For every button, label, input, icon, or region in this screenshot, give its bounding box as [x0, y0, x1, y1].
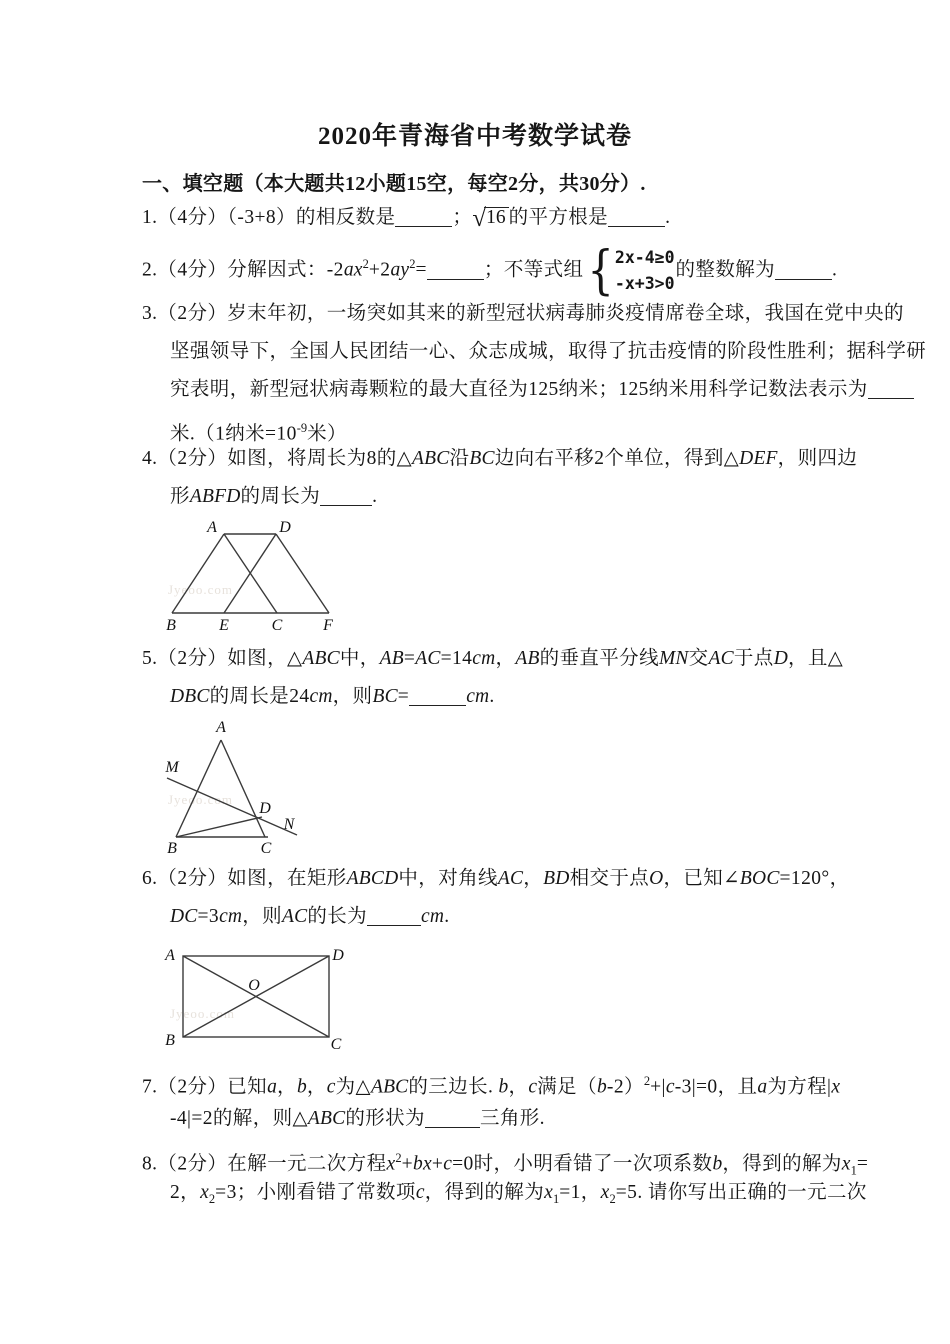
superscript: 2	[362, 257, 369, 271]
text-run: =1，	[559, 1182, 601, 1203]
vertex-label-M: M	[165, 759, 179, 776]
text-run: 1.（4分）（-3+8）的相反数是	[142, 207, 396, 228]
text-run: 的周长是24	[209, 686, 310, 707]
question-7-line-1	[142, 1066, 840, 1103]
brace: {	[587, 241, 615, 302]
vertex-label-E: E	[219, 617, 229, 634]
watermark: Jyeoo.com	[170, 1006, 235, 1021]
segment-DF	[276, 534, 329, 613]
math-variable: O	[649, 868, 664, 889]
text-run: +	[401, 1153, 413, 1175]
text-run: .	[372, 486, 378, 507]
vertex-label-B: B	[166, 617, 176, 634]
text-run: 三角形.	[479, 1108, 545, 1129]
superscript: 2	[395, 1151, 402, 1165]
math-variable: c	[326, 1076, 336, 1098]
text-run: 的平方根是	[508, 207, 609, 228]
question-5-line-1	[142, 644, 843, 674]
text-run: =120°，	[779, 868, 850, 889]
math-variable: BD	[543, 868, 570, 889]
math-variable: bx	[413, 1153, 432, 1175]
inequality-row: -x+3>0	[614, 274, 675, 294]
question-1-line-1	[142, 203, 670, 233]
subscript: 2	[208, 1191, 216, 1206]
text-run: .	[832, 259, 838, 281]
watermark: Jyeoo.com	[168, 792, 233, 807]
answer-blank	[409, 691, 466, 706]
text-run: 满足（	[537, 1076, 597, 1098]
answer-blank	[608, 212, 665, 227]
text-run: 形	[170, 486, 190, 507]
question-6-line-1	[142, 864, 849, 894]
text-run: 沿	[449, 448, 470, 469]
math-variable: AC	[282, 906, 308, 927]
question-4-line-1	[142, 444, 857, 474]
vertex-label-F: F	[323, 617, 333, 634]
math-variable: x	[600, 1182, 610, 1203]
math-variable: BC	[469, 448, 495, 469]
math-variable: a	[757, 1076, 768, 1098]
question-8-line-2	[170, 1178, 867, 1214]
math-variable: ABC	[370, 1076, 409, 1098]
text-run: -3|=0，且	[674, 1076, 758, 1098]
inequality-row: 2x-4≥0	[614, 248, 675, 268]
math-variable: cm	[309, 686, 333, 707]
text-run: =	[403, 648, 416, 669]
text-run: 的垂直平分线	[539, 648, 659, 669]
answer-blank	[320, 491, 372, 506]
text-run: -2）	[606, 1076, 644, 1098]
text-run: =0时，小明看错了一次项系数	[452, 1153, 713, 1175]
text-run: =	[415, 259, 427, 281]
subscript: 1	[552, 1191, 560, 1206]
math-variable: c	[665, 1076, 675, 1098]
text-run: .	[489, 686, 495, 707]
text-run: ，	[523, 868, 544, 889]
text-run: +	[431, 1153, 444, 1175]
text-run: ，则	[242, 906, 283, 927]
text-run: ，则四边	[777, 448, 858, 469]
text-run: 中，	[339, 648, 380, 669]
math-variable: ABC	[307, 1108, 346, 1129]
math-variable: ABC	[412, 448, 450, 469]
radicand: 16	[484, 207, 509, 228]
watermark: Jyeoo.com	[168, 582, 233, 597]
inequality-system	[584, 241, 675, 302]
segment-AB	[176, 740, 221, 837]
text-run: 的形状为	[345, 1108, 425, 1129]
math-variable: b	[712, 1153, 723, 1175]
text-run: 米）	[307, 423, 347, 445]
vertex-label-A: A	[207, 519, 217, 536]
vertex-label-N: N	[283, 816, 295, 833]
math-variable: ABC	[302, 648, 340, 669]
math-variable: cm	[219, 906, 243, 927]
answer-blank	[427, 265, 484, 280]
answer-blank	[868, 384, 914, 399]
text-run: 米.（1纳米=10	[170, 423, 297, 445]
math-variable: x	[386, 1153, 396, 1175]
math-variable: D	[773, 648, 788, 669]
figure-q6-rectangle	[158, 943, 358, 1059]
text-run: 交	[688, 648, 709, 669]
math-variable: AB	[515, 648, 540, 669]
text-run: .	[665, 207, 671, 228]
text-run: 2.（4分）分解因式：-2	[142, 259, 344, 281]
text-run: 于点	[733, 648, 774, 669]
answer-blank	[395, 212, 452, 227]
vertex-label-D: D	[279, 519, 291, 536]
segment-AB	[172, 534, 224, 613]
math-variable: BC	[372, 686, 398, 707]
question-3-line-2	[170, 337, 926, 367]
math-variable: c	[528, 1076, 538, 1098]
math-variable: MN	[658, 648, 689, 669]
figure-q5-triangle	[148, 718, 323, 866]
question-7-line-2	[170, 1104, 545, 1134]
question-2-line-1	[142, 234, 837, 301]
answer-blank	[775, 265, 832, 280]
text-run: 5.（2分）如图，△	[142, 648, 303, 669]
text-run: ，得到的解为	[424, 1182, 545, 1203]
math-variable: AC	[415, 648, 441, 669]
figure-q4-triangles	[140, 516, 370, 642]
math-variable: DC	[170, 906, 198, 927]
text-run: ，	[495, 648, 516, 669]
page-title: 2020年青海省中考数学试卷	[317, 123, 632, 150]
text-run: ，	[277, 1076, 297, 1098]
text-run: =	[397, 686, 410, 707]
sqrt-expression	[472, 203, 508, 233]
math-variable: AC	[497, 868, 524, 889]
segment-BD	[176, 817, 262, 837]
math-variable: c	[443, 1153, 453, 1175]
text-run: =5. 请你写出正确的一元二次	[615, 1182, 867, 1203]
text-run: ，	[508, 1076, 529, 1098]
text-run: ，已知∠	[663, 868, 740, 889]
text-run: 的周长为	[240, 486, 321, 507]
text-run: 6.（2分）如图，在矩形	[142, 868, 347, 889]
vertex-label-C: C	[330, 1036, 342, 1053]
text-run: .	[444, 906, 450, 927]
text-run: +2	[368, 259, 391, 281]
math-variable: b	[296, 1076, 307, 1098]
math-variable: DEF	[739, 448, 778, 469]
vertex-label-A: A	[165, 947, 175, 964]
math-variable: x	[831, 1076, 841, 1098]
superscript: 2	[409, 257, 416, 271]
math-variable: cm	[421, 906, 445, 927]
math-variable: DBC	[170, 686, 210, 707]
text-run: 8.（2分）在解一元二次方程	[142, 1153, 387, 1175]
math-variable: ABCD	[346, 868, 399, 889]
superscript: -9	[296, 421, 308, 435]
text-run: 边向右平移2个单位，得到△	[494, 448, 740, 469]
text-run: ；不等式组	[483, 259, 584, 281]
text-run: ；	[452, 207, 473, 228]
vertex-label-C: C	[271, 617, 283, 634]
text-run: 4.（2分）如图，将周长为8的△	[142, 448, 413, 469]
answer-blank	[425, 1113, 480, 1128]
text-run: 相交于点	[569, 868, 650, 889]
question-3-line-3	[170, 375, 914, 405]
answer-blank	[367, 911, 421, 926]
center-label-O: O	[248, 977, 260, 994]
math-variable: b	[596, 1076, 607, 1098]
text-run: ，则	[332, 686, 373, 707]
math-variable: AC	[708, 648, 734, 669]
subscript: 1	[850, 1163, 857, 1178]
math-variable: a	[267, 1076, 278, 1098]
text-run: 的长为	[307, 906, 368, 927]
vertex-label-D: D	[259, 800, 271, 817]
text-run: 的整数解为	[675, 259, 776, 281]
vertex-label-B: B	[167, 840, 177, 857]
text-run: 3.（2分）岁末年初，一场突如其来的新型冠状病毒肺炎疫情席卷全球，我国在党中央的	[142, 303, 904, 324]
vertex-label-A: A	[216, 719, 226, 736]
vertex-label-B: B	[165, 1032, 175, 1049]
question-5-line-2	[170, 682, 495, 712]
math-variable: c	[415, 1182, 425, 1203]
vertex-label-D: D	[332, 947, 344, 964]
text-run: 7.（2分）已知	[142, 1076, 268, 1098]
math-variable: BOC	[739, 868, 780, 889]
segment-AC	[221, 740, 265, 837]
question-4-line-2	[170, 482, 377, 512]
question-3-line-1	[142, 299, 904, 329]
text-run: 为方程|	[767, 1076, 832, 1098]
text-run: 2，	[170, 1182, 201, 1203]
math-variable: x	[841, 1153, 851, 1175]
text-run: +|	[650, 1076, 666, 1098]
text-run: =14	[440, 648, 473, 669]
math-variable: AB	[379, 648, 404, 669]
text-run: 为△	[335, 1076, 371, 1098]
text-run: ，且△	[787, 648, 844, 669]
text-run: =3；小刚看错了常数项	[215, 1182, 416, 1203]
text-run: 究表明，新型冠状病毒颗粒的最大直径为125纳米；125纳米用科学记数法表示为	[170, 379, 868, 400]
math-variable: cm	[466, 686, 490, 707]
subscript: 2	[609, 1191, 616, 1206]
math-variable: b	[498, 1076, 509, 1098]
vertex-label-C: C	[260, 840, 272, 857]
math-variable: cm	[472, 648, 496, 669]
text-run: 的三边长.	[408, 1076, 499, 1098]
text-run: 坚强领导下，全国人民团结一心、众志成城，取得了抗击疫情的阶段性胜利；据科学研	[170, 341, 927, 362]
text-run: -4|=2的解，则△	[170, 1108, 308, 1129]
text-run: =3	[197, 906, 220, 927]
superscript: 2	[643, 1074, 651, 1088]
text-run: ，	[306, 1076, 327, 1098]
math-variable: x	[544, 1182, 553, 1203]
math-variable: ABFD	[189, 486, 241, 507]
section-header: 一、填空题（本大题共12小题15空，每空2分，共30分）.	[142, 173, 646, 195]
text-run: 中，对角线	[398, 868, 498, 889]
math-variable: x	[200, 1182, 209, 1203]
math-variable: ay	[390, 259, 410, 281]
math-variable: ax	[343, 259, 363, 281]
question-6-line-2	[170, 902, 449, 932]
text-run: =	[856, 1153, 869, 1175]
radical-sign: √	[472, 205, 487, 232]
text-run: ，得到的解为	[722, 1153, 842, 1175]
